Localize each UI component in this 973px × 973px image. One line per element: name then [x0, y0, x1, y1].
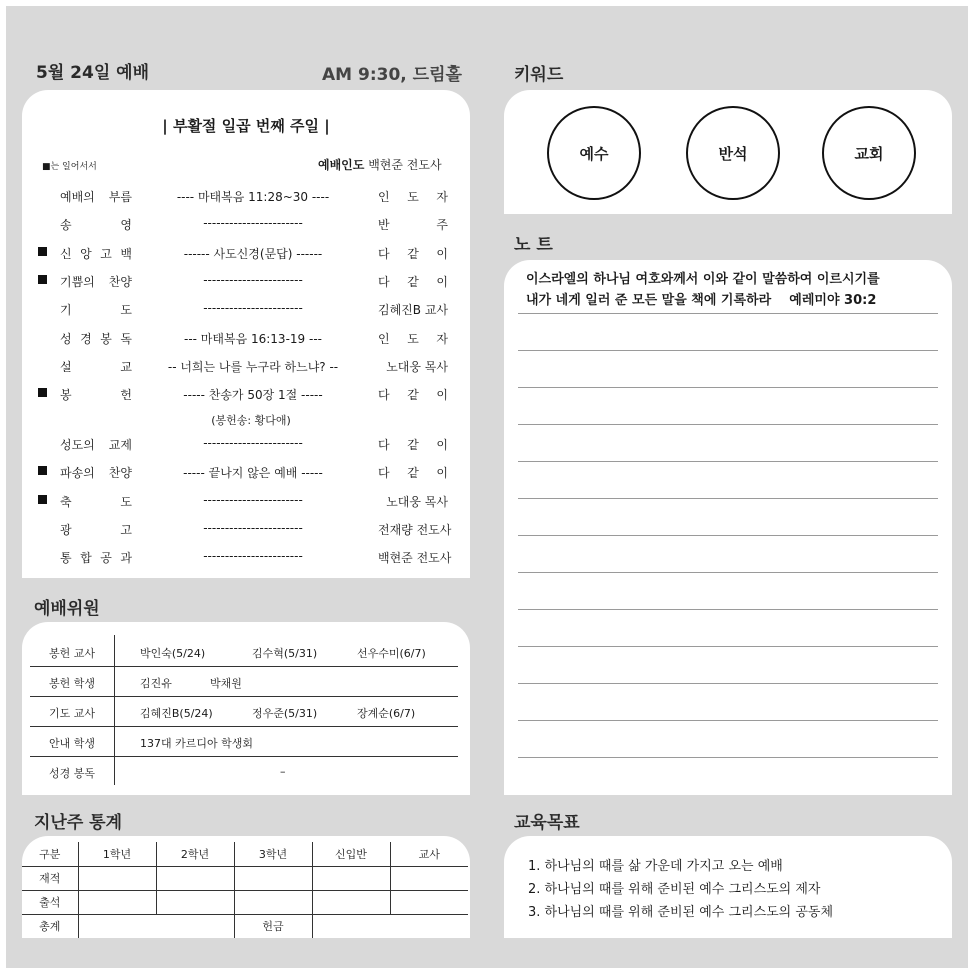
order-item-label: 파송의 찬양: [60, 466, 132, 480]
note-line: [518, 313, 938, 314]
stats-cell: [156, 890, 234, 914]
notes-heading: 노 트: [514, 235, 553, 255]
committee-member: 선우수미(6/7): [357, 647, 426, 660]
leader-name: 백현준 전도사: [368, 158, 442, 172]
goal-item-1: 1. 하나님의 때를 삶 가운데 가지고 오는 예배: [528, 859, 783, 874]
note-line: [518, 424, 938, 425]
stats-heading: 지난주 통계: [34, 813, 123, 833]
order-item-label: 예배의 부름: [60, 190, 132, 204]
stats-row: [22, 866, 468, 890]
note-line: [518, 720, 938, 721]
stand-marker-icon: [38, 388, 47, 397]
committee-role: 기도 교사: [48, 707, 95, 720]
order-item-person: 김혜진B 교사: [378, 303, 449, 317]
notes-verse-line-2: 내가 네게 일러 준 모든 말을 책에 기록하라 예레미야 30:2: [526, 293, 877, 308]
order-item-person: 노대웅 목사: [386, 495, 448, 509]
stand-marker-icon: [38, 247, 47, 256]
order-item-detail: ----- 찬송가 50장 1절 -----: [183, 388, 323, 402]
order-item-label: 신 앙 고 백: [60, 247, 132, 261]
order-item-person: 인 도 자: [378, 190, 448, 204]
stand-marker-icon: [38, 495, 47, 504]
order-item: [38, 188, 448, 208]
committee-row: [30, 757, 458, 787]
note-line: [518, 535, 938, 536]
stats-row: [22, 914, 468, 938]
order-item-detail: -----------------------: [203, 273, 303, 287]
order-item-detail: ------ 사도신경(문답) ------: [183, 247, 323, 261]
stats-cell: [234, 866, 312, 890]
stats-cell: [312, 866, 390, 890]
stats-header-cell: 신입반: [312, 842, 390, 866]
committee-member: 정우준(5/31): [252, 707, 318, 720]
order-item-person: 인 도 자: [378, 332, 448, 346]
committee-row: [30, 667, 458, 697]
order-item-label: 성도의 교제: [60, 438, 132, 452]
order-item: [38, 493, 448, 513]
note-line: [518, 461, 938, 462]
stats-table: [22, 842, 468, 938]
order-item-label: 통 합 공 과: [60, 551, 132, 565]
note-line: [518, 683, 938, 684]
order-item: [38, 301, 448, 321]
order-item: [38, 330, 448, 350]
order-item: [38, 245, 448, 265]
note-line: [518, 387, 938, 388]
order-item-person: 다 같 이: [378, 388, 448, 402]
keyword-circle-2: 반석: [686, 106, 780, 200]
stand-marker-icon: [38, 466, 47, 475]
order-item-person: 반 주: [378, 218, 448, 232]
order-item-label: 축 도: [60, 495, 132, 509]
stats-row-label: 재적: [22, 866, 78, 890]
order-item: [38, 521, 452, 541]
order-item-label: 설 교: [60, 360, 132, 374]
order-item-detail: -----------------------: [203, 521, 303, 535]
stats-header-cell: 2학년: [156, 842, 234, 866]
stats-cell: [78, 914, 234, 938]
stats-cell: [390, 890, 468, 914]
note-line: [518, 757, 938, 758]
committee-member: 김수혁(5/31): [252, 647, 318, 660]
committee-member: 박인숙(5/24): [140, 647, 206, 660]
time-place: AM 9:30, 드림홀: [322, 65, 462, 85]
order-item-detail: -----------------------: [203, 301, 303, 315]
stats-offering-label: 헌금: [234, 914, 312, 938]
order-item-detail: -----------------------: [203, 436, 303, 450]
committee-row: [30, 727, 458, 757]
leader-label: 예배인도: [318, 158, 365, 172]
stand-note: ■는 일어서서: [42, 162, 97, 172]
order-item-label: 송 영: [60, 218, 132, 232]
note-line: [518, 498, 938, 499]
committee-role: 성경 봉독: [48, 767, 95, 780]
committee-role: 봉헌 교사: [48, 647, 95, 660]
goal-item-3: 3. 하나님의 때를 위해 준비된 예수 그리스도의 공동체: [528, 905, 834, 920]
offering-song: (봉헌송: 황다애): [211, 414, 291, 427]
order-item: [38, 549, 452, 569]
order-item: [38, 386, 448, 406]
stats-cell: [78, 890, 156, 914]
committee-member: –: [280, 765, 286, 778]
note-line: [518, 609, 938, 610]
order-item-detail: ----- 끝나지 않은 예배 -----: [183, 466, 323, 480]
notes-verse-line-1: 이스라엘의 하나님 여호와께서 이와 같이 말씀하여 이르시기를: [526, 272, 880, 287]
stats-row: [22, 890, 468, 914]
stats-header-cell: 3학년: [234, 842, 312, 866]
committee-row: [30, 637, 458, 667]
order-item-detail: -----------------------: [203, 549, 303, 563]
order-item-detail: ---- 마태복음 11:28~30 ----: [176, 190, 330, 204]
committee-member: 137대 카르디아 학생회: [140, 737, 253, 750]
stats-header-row: [22, 842, 468, 866]
order-item-label: 기쁨의 찬양: [60, 275, 132, 289]
committee-member: 박채원: [210, 677, 242, 690]
order-item-person: 다 같 이: [378, 438, 448, 452]
committee-role: 안내 학생: [48, 737, 95, 750]
stats-cell: [234, 890, 312, 914]
stats-header-cell: 교사: [390, 842, 468, 866]
order-item-person: 다 같 이: [378, 247, 448, 261]
stats-cell: [312, 914, 468, 938]
committee-role: 봉헌 학생: [48, 677, 95, 690]
note-line: [518, 646, 938, 647]
order-item-label: 성 경 봉 독: [60, 332, 132, 346]
goal-item-2: 2. 하나님의 때를 위해 준비된 예수 그리스도의 제자: [528, 882, 821, 897]
committee-heading: 예배위원: [34, 599, 100, 619]
committee-member: 김진유: [140, 677, 172, 690]
order-item-label: 기 도: [60, 303, 132, 317]
order-item: [38, 436, 448, 456]
order-item-person: 다 같 이: [378, 466, 448, 480]
stats-row-label: 총계: [22, 914, 78, 938]
stats-cell: [156, 866, 234, 890]
stats-cell: [78, 866, 156, 890]
order-item-detail: -----------------------: [203, 216, 303, 230]
note-line: [518, 350, 938, 351]
order-item-person: 노대웅 목사: [386, 360, 448, 374]
committee-row: [30, 697, 458, 727]
note-line: [518, 572, 938, 573]
order-title: | 부활절 일곱 번째 주일 |: [162, 117, 330, 135]
order-item-detail: --- 마태복음 16:13-19 ---: [184, 332, 322, 346]
stats-cell: [312, 890, 390, 914]
order-item-person: 다 같 이: [378, 275, 448, 289]
keywords-heading: 키워드: [514, 65, 564, 85]
order-item-detail: -- 너희는 나를 누구라 하느냐? --: [167, 360, 339, 374]
order-item-detail: -----------------------: [203, 493, 303, 507]
keyword-circle-1: 예수: [547, 106, 641, 200]
stand-marker-icon: [38, 275, 47, 284]
goals-heading: 교육목표: [514, 813, 580, 833]
stats-cell: [390, 866, 468, 890]
order-item: [38, 464, 448, 484]
notes-panel: [504, 260, 952, 795]
order-item: [38, 216, 448, 236]
stats-row-label: 출석: [22, 890, 78, 914]
order-item-person: 전재량 전도사: [378, 523, 452, 537]
date-title: 5월 24일 예배: [36, 63, 150, 83]
order-item: [38, 358, 448, 378]
order-item-person: 백현준 전도사: [378, 551, 452, 565]
committee-member: 김혜진B(5/24): [140, 707, 213, 720]
order-item: [38, 273, 448, 293]
order-item-label: 봉 헌: [60, 388, 132, 402]
order-item-label: 광 고: [60, 523, 132, 537]
stats-header-cell: 구분: [22, 842, 78, 866]
keyword-circle-3: 교회: [822, 106, 916, 200]
committee-member: 장계순(6/7): [357, 707, 416, 720]
worship-leader: [318, 156, 442, 173]
stats-header-cell: 1학년: [78, 842, 156, 866]
